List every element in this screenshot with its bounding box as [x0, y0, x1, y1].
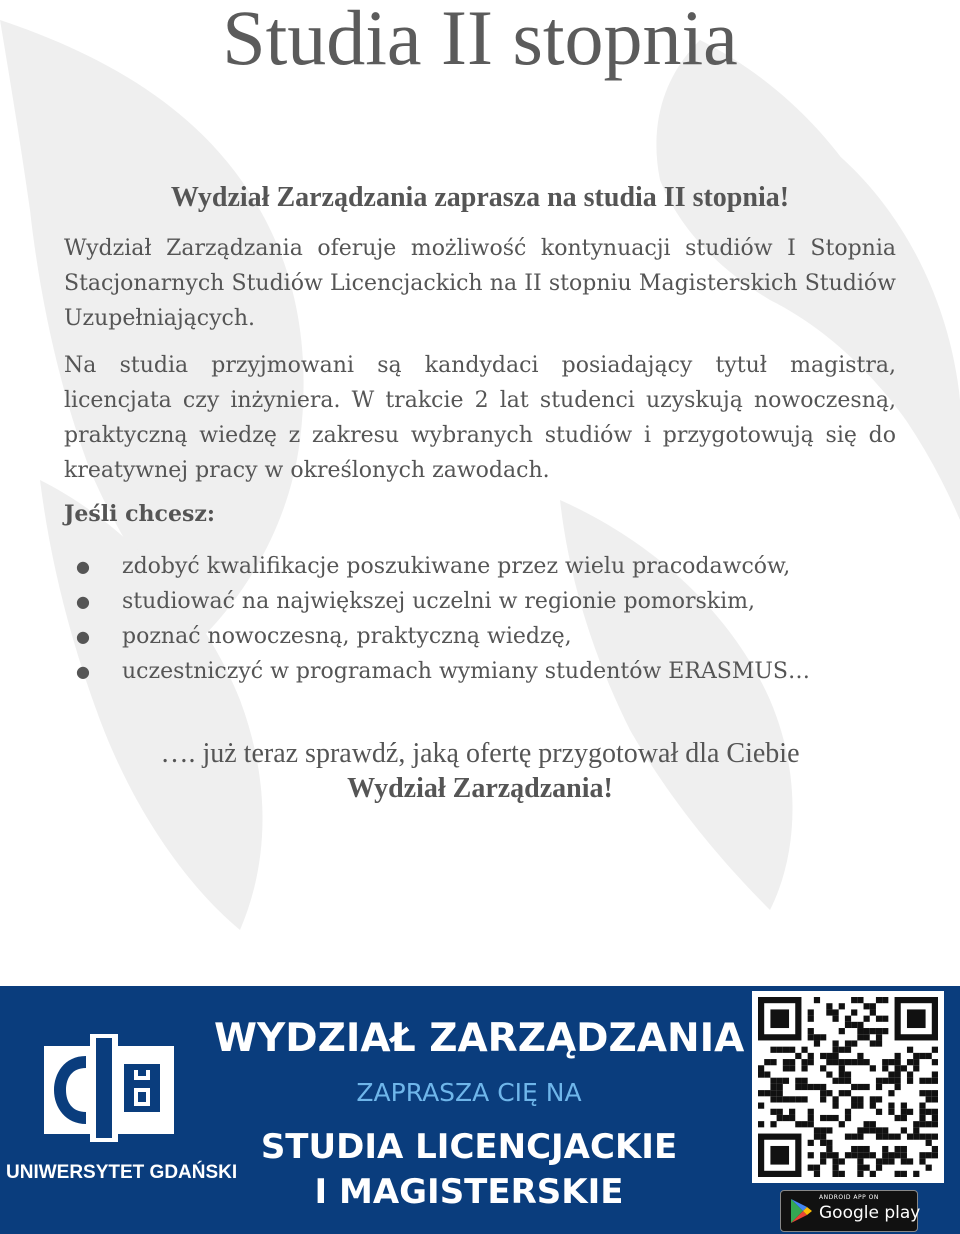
- bullet-icon: ●: [76, 627, 90, 646]
- list-item: ● poznać nowoczesną, praktyczną wiedzę,: [64, 619, 896, 654]
- banner-title: WYDZIAŁ ZARZĄDZANIA: [214, 1016, 745, 1061]
- bullet-icon: ●: [76, 592, 90, 611]
- closing-emphasis: Wydział Zarządzania!: [347, 773, 613, 804]
- google-play-badge[interactable]: [780, 1190, 921, 1232]
- list-item: ● zdobyć kwalifikacje poszukiwane przez wielu pracodawców,: [64, 549, 896, 584]
- closing-line: …. już teraz sprawdź, jaką ofertę przygotował dla Ciebie: [160, 738, 800, 769]
- promo-banner: [0, 986, 960, 1234]
- ug-logo-icon: [34, 1034, 184, 1144]
- list-item: ● studiować na największej uczelni w regionie pomorskim,: [64, 584, 896, 619]
- bullet-icon: ●: [76, 662, 90, 681]
- page-title: Studia II stopnia: [222, 0, 738, 81]
- bullet-icon: ●: [76, 557, 90, 576]
- closing-text: [0, 736, 960, 806]
- google-play-icon: [789, 1198, 813, 1224]
- paragraph-continuation: Wydział Zarządzania oferuje możliwość kontynuacji studiów I Stopnia Stacjonarnych Studiów Licencjackich na II stopniu Magisterskich Studiów Uzupełniających.: [64, 236, 896, 331]
- badge-store-name: Google play: [819, 1203, 921, 1223]
- banner-line-2: I MAGISTERSKIE: [314, 1172, 624, 1212]
- university-name: UNIWERSYTET GDAŃSKI: [6, 1162, 238, 1183]
- banner-line-1: STUDIA LICENCJACKIE: [260, 1127, 678, 1167]
- banner-subtitle: ZAPRASZA CIĘ NA: [356, 1078, 582, 1107]
- wish-heading: Jeśli chcesz:: [64, 501, 215, 527]
- lead-heading: Wydział Zarządzania zaprasza na studia II stopnia!: [170, 182, 790, 213]
- list-item: ● uczestniczyć w programach wymiany studentów ERASMUS…: [64, 654, 896, 689]
- qr-code-icon: [758, 997, 938, 1177]
- qr-code[interactable]: [752, 991, 944, 1183]
- benefits-list: [64, 549, 896, 689]
- badge-caption: ANDROID APP ON: [819, 1194, 879, 1201]
- paragraph-admission: Na studia przyjmowani są kandydaci posiadający tytuł magistra, licencjata czy inżyniera. W trakcie 2 lat studenci uzyskują nowoczesną, praktyczną wiedzę z zakresu wybranych studiów i przygotowują się do kreatywnej pracy w określonych zawodach.: [64, 353, 896, 483]
